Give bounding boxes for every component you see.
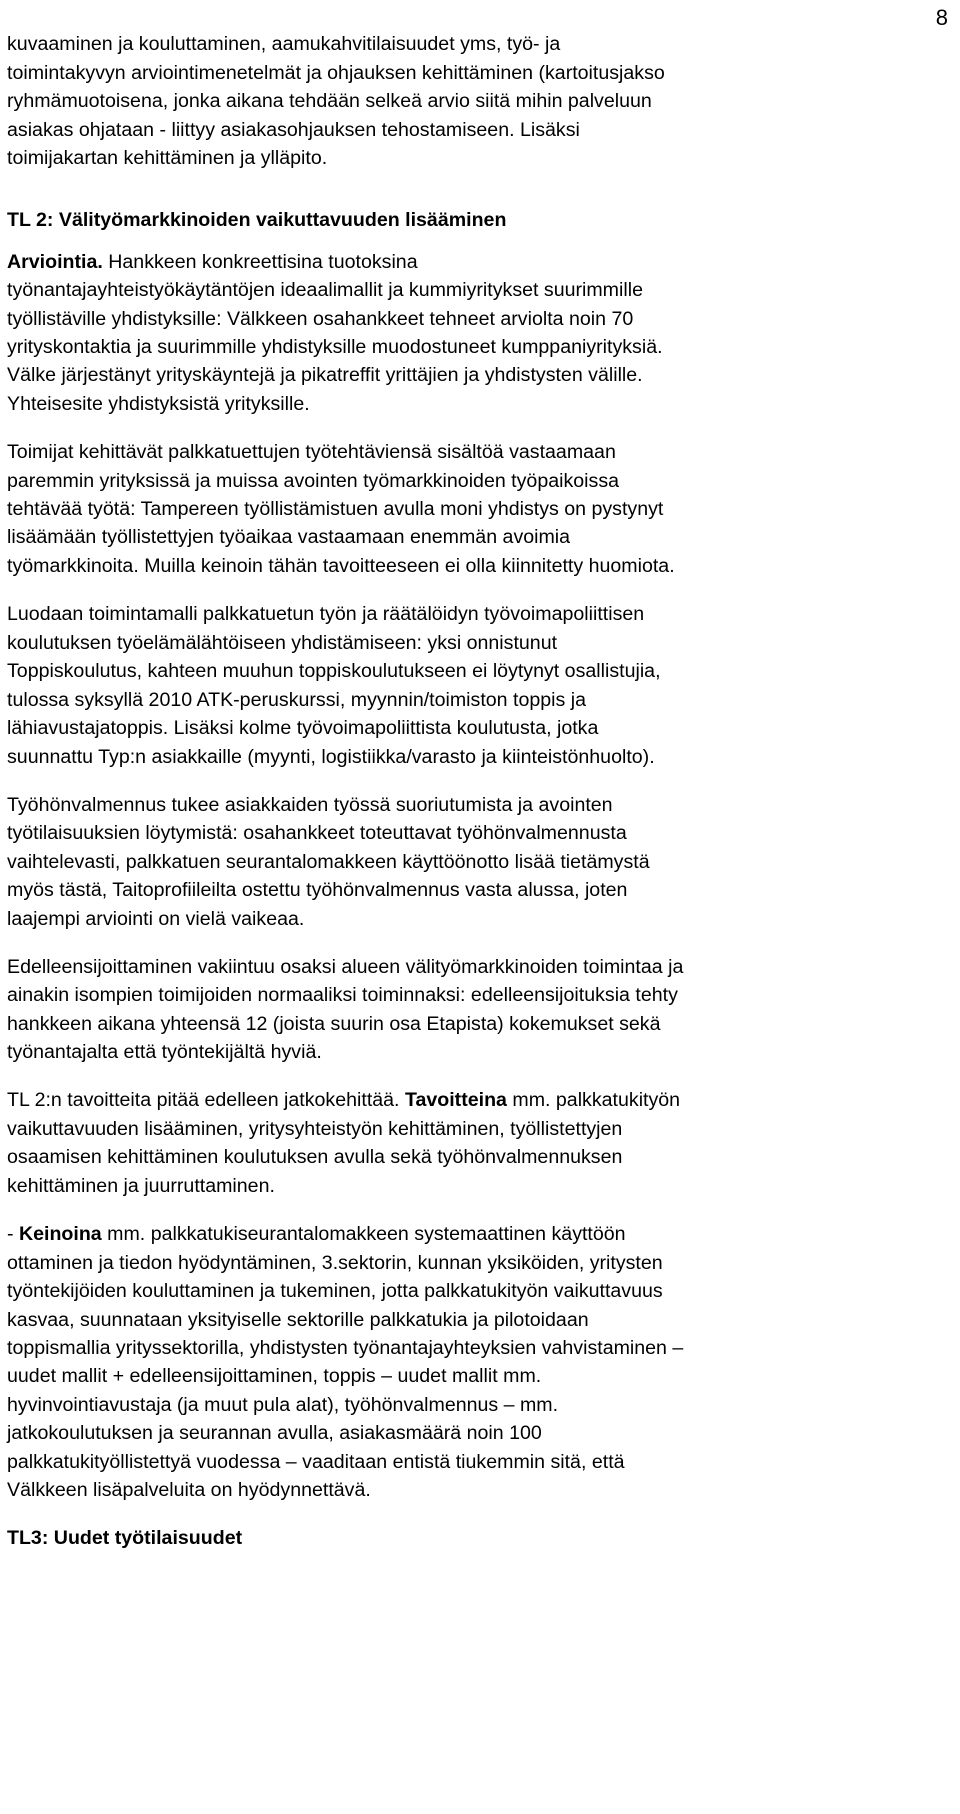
- text-segment: koulutuksen työelämälähtöiseen yhdistämiseen: yksi onnistunut: [7, 632, 558, 654]
- text-segment: toppismallia yrityssektorilla, yhdistysten työnantajayhteyksien vahvistaminen –: [7, 1337, 684, 1359]
- text-segment: TL 2:n tavoitteita pitää edelleen jatkokehittää.: [7, 1089, 405, 1111]
- bold-text-segment: Tavoitteina: [404, 1089, 507, 1111]
- text-segment: Toppiskoulutus, kahteen muuhun toppiskoulutukseen ei löytynyt osallistujia,: [7, 660, 661, 682]
- text-segment: hankkeen aikana yhteensä 12 (joista suurin osa Etapista) kokemukset sekä: [7, 1013, 661, 1035]
- text-line: [7, 953, 683, 981]
- text-segment: yrityskontaktia ja suurimmille yhdistyksille muodostuneet kumppaniyrityksiä.: [7, 336, 663, 358]
- bold-text-segment: TL 2: Välityömarkkinoiden vaikuttavuuden lisääminen: [7, 209, 507, 231]
- text-segment: Toimijat kehittävät palkkatuettujen työtehtäviensä sisältöä vastaamaan: [7, 441, 616, 463]
- text-segment: tulossa syksyllä 2010 ATK-peruskurssi, myynnin/toimiston toppis ja: [7, 689, 586, 711]
- text-segment: toimintakyvyn arviointimenetelmät ja ohjauksen kehittäminen (kartoitusjakso: [7, 62, 665, 84]
- text-segment: jatkokoulutuksen ja seurannan avulla, asiakasmäärä noin 100: [7, 1422, 542, 1444]
- text-line: [7, 1419, 542, 1447]
- text-line: [7, 657, 661, 685]
- text-line: [7, 876, 627, 904]
- text-segment: työnantajalta että työntekijältä hyviä.: [7, 1041, 322, 1063]
- text-line: [7, 87, 652, 115]
- text-line: [7, 144, 327, 172]
- text-line: [7, 1448, 625, 1476]
- text-segment: myös tästä, Taitoprofiileilta ostettu työhönvalmennus vasta alussa, joten: [7, 879, 628, 901]
- text-segment: uudet mallit + edelleensijoittaminen, toppis – uudet mallit mm.: [7, 1365, 542, 1387]
- text-line: [7, 791, 613, 819]
- text-line: [7, 523, 570, 551]
- text-segment: tehtävää työtä: Tampereen työllistämistuen avulla moni yhdistys on pystynyt: [7, 498, 664, 520]
- text-segment: työllistäville yhdistyksille: Välkkeen osahankkeet tehneet arviolta noin 70: [7, 308, 634, 330]
- text-line: [7, 276, 643, 304]
- text-line: [7, 1362, 541, 1390]
- text-segment: -: [7, 1223, 19, 1245]
- text-segment: suunnattu Typ:n asiakkaille (myynti, logistiikka/varasto ja kiinteistönhuolto).: [7, 746, 655, 768]
- text-line: [7, 743, 655, 771]
- text-line: [7, 905, 304, 933]
- text-line: [7, 1476, 371, 1504]
- text-segment: työmarkkinoita. Muilla keinoin tähän tavoitteeseen ei olla kiinnitetty huomiota.: [7, 555, 675, 577]
- text-line: [7, 1391, 558, 1419]
- text-segment: kasvaa, suunnataan yksityiselle sektorille palkkatukia ja pilotoidaan: [7, 1309, 589, 1331]
- text-segment: lisäämään työllistettyjen työaikaa vastaamaan enemmän avoimia: [7, 526, 571, 548]
- text-line: [7, 1115, 622, 1143]
- text-segment: kuvaaminen ja kouluttaminen, aamukahvitilaisuudet yms, työ- ja: [7, 33, 561, 55]
- text-line: [7, 438, 616, 466]
- text-line: [7, 1038, 322, 1066]
- text-line: [7, 819, 627, 847]
- text-line: [7, 1220, 626, 1248]
- text-segment: mm. palkkatukiseurantalomakkeen systemaattinen käyttöön: [101, 1223, 626, 1245]
- text-line: [7, 848, 650, 876]
- text-segment: lähiavustajatoppis. Lisäksi kolme työvoimapoliittista koulutusta, jotka: [7, 717, 599, 739]
- text-line: [7, 305, 633, 333]
- text-segment: vaikuttavuuden lisääminen, yritysyhteistyön kehittäminen, työllistettyjen: [7, 1118, 623, 1140]
- text-line: [7, 495, 663, 523]
- bold-text-segment: Arviointia.: [7, 251, 103, 273]
- text-segment: toimijakartan kehittäminen ja ylläpito.: [7, 147, 328, 169]
- text-line: [7, 981, 678, 1009]
- text-line: [7, 600, 644, 628]
- text-line: [7, 467, 619, 495]
- text-segment: osaamisen kehittäminen koulutuksen avulla sekä työhönvalmennuksen: [7, 1146, 623, 1168]
- text-line: [7, 59, 665, 87]
- text-line: [7, 686, 586, 714]
- text-line: [7, 333, 663, 361]
- text-segment: Välkkeen lisäpalveluita on hyödynnettävä.: [7, 1479, 371, 1501]
- text-segment: Hankkeen konkreettisina tuotoksina: [102, 251, 418, 273]
- text-segment: hyvinvointiavustaja (ja muut pula alat), työhönvalmennus – mm.: [7, 1394, 559, 1416]
- text-line: [7, 1524, 242, 1552]
- text-line: [7, 361, 643, 389]
- text-line: [7, 1086, 680, 1114]
- text-segment: Luodaan toimintamalli palkkatuetun työn ja räätälöidyn työvoimapoliittisen: [7, 603, 645, 625]
- bold-text-segment: Keinoina: [18, 1223, 102, 1245]
- text-segment: palkkatukityöllistettyä vuodessa – vaaditaan entistä tiukemmin sitä, että: [7, 1451, 625, 1473]
- text-line: [7, 30, 560, 58]
- text-line: [7, 1172, 275, 1200]
- text-segment: ainakin isompien toimijoiden normaaliksi toiminnaksi: edelleensijoituksia tehty: [7, 984, 678, 1006]
- page-number: 8: [935, 5, 948, 30]
- text-segment: ottaminen ja tiedon hyödyntäminen, 3.sektorin, kunnan yksiköiden, yritysten: [7, 1252, 663, 1274]
- text-segment: Työhönvalmennus tukee asiakkaiden työssä suoriutumista ja avointen: [7, 794, 613, 816]
- text-line: [7, 552, 675, 580]
- text-line: [7, 116, 580, 144]
- text-line: [7, 1277, 663, 1305]
- text-segment: Välke järjestänyt yrityskäyntejä ja pikatreffit yrittäjien ja yhdistysten välille.: [7, 364, 643, 386]
- text-segment: asiakas ohjataan - liittyy asiakasohjauksen tehostamiseen. Lisäksi: [7, 119, 580, 141]
- text-line: [7, 390, 310, 418]
- text-segment: Yhteisesite yhdistyksistä yrityksille.: [7, 393, 310, 415]
- text-segment: työntekijöiden kouluttaminen ja tukeminen, jotta palkkatukityön vaikuttavuus: [7, 1280, 663, 1302]
- text-segment: paremmin yrityksissä ja muissa avointen työmarkkinoiden työpaikoissa: [7, 470, 620, 492]
- bold-text-segment: TL3: Uudet työtilaisuudet: [7, 1527, 243, 1549]
- text-segment: ryhmämuotoisena, jonka aikana tehdään selkeä arvio siitä mihin palveluun: [7, 90, 652, 112]
- text-segment: Edelleensijoittaminen vakiintuu osaksi alueen välityömarkkinoiden toimintaa ja: [7, 956, 684, 978]
- text-segment: laajempi arviointi on vielä vaikeaa.: [7, 908, 305, 930]
- text-segment: vaihtelevasti, palkkatuen seurantalomakkeen käyttöönotto lisää tietämystä: [7, 851, 650, 873]
- text-line: [7, 206, 506, 234]
- text-segment: työnantajayhteistyökäytäntöjen ideaalimallit ja kummiyritykset suurimmille: [7, 279, 643, 301]
- text-line: [7, 629, 557, 657]
- text-line: [7, 1249, 663, 1277]
- text-segment: mm. palkkatukityön: [506, 1089, 681, 1111]
- text-line: [7, 248, 418, 276]
- text-line: [7, 714, 598, 742]
- text-line: [7, 1143, 622, 1171]
- text-segment: kehittäminen ja juurruttaminen.: [7, 1175, 275, 1197]
- text-line: [7, 1334, 683, 1362]
- text-line: [7, 1010, 661, 1038]
- text-segment: työtilaisuuksien löytymistä: osahankkeet toteuttavat työhönvalmennusta: [7, 822, 627, 844]
- text-line: [7, 1306, 589, 1334]
